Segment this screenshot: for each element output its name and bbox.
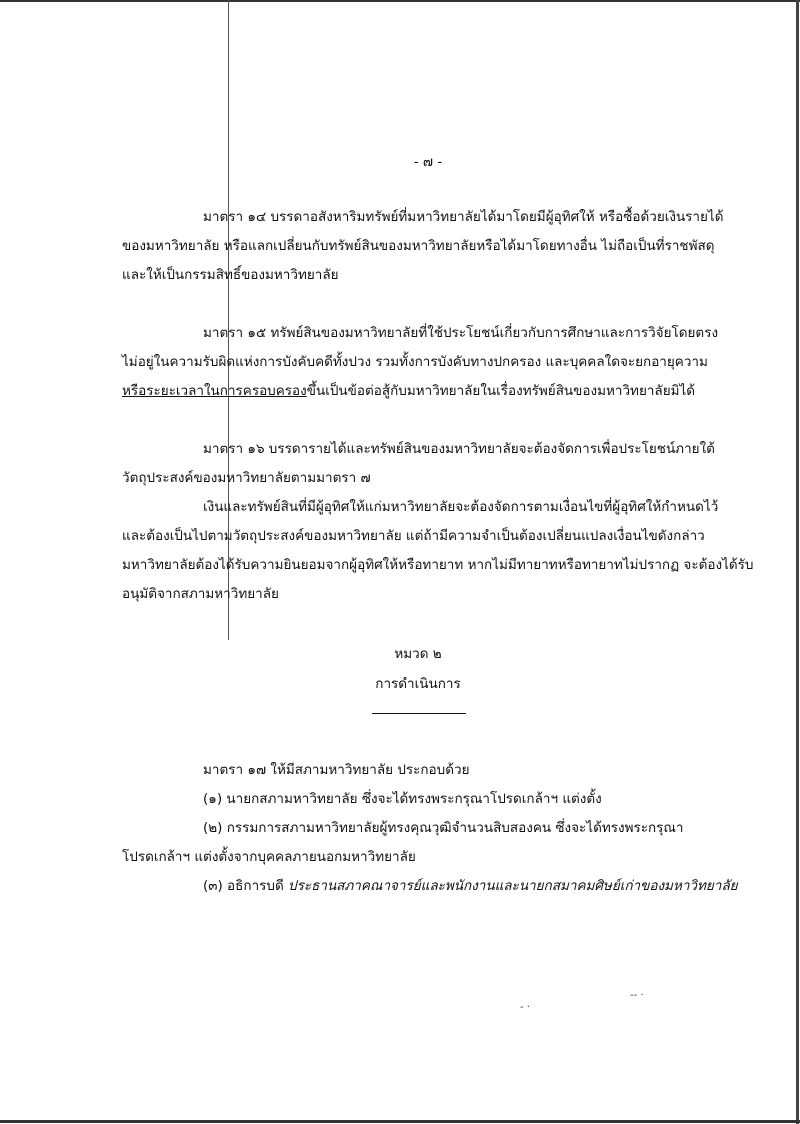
- section-16-para-2-line-2: และต้องเป็นไปตามวัตถุประสงค์ของมหาวิทยาลัย แต่ถ้ามีความจำเป็นต้องเปลี่ยนแปลงเงื่อนไขดังกล่าว: [122, 528, 705, 544]
- underlined-phrase: หรือระยะเวลาในการครอบครอง: [122, 383, 307, 399]
- section-14-line-2: ของมหาวิทยาลัย หรือแลกเปลี่ยนกับทรัพย์สินของมหาวิทยาลัยหรือได้มาโดยทางอื่น ไม่ถือเป็นที่ราชพัสดุ: [122, 238, 715, 254]
- section-17-item-3-italic: ประธานสภาคณาจารย์และพนักงานและนายกสมาคมศิษย์เก่าของมหาวิทยาลัย: [288, 878, 738, 894]
- chapter-title: การดำเนินการ: [375, 676, 461, 692]
- scan-speck: - ·: [520, 1002, 530, 1013]
- section-17-line-1: มาตรา ๑๗ ให้มีสภามหาวิทยาลัย ประกอบด้วย: [203, 762, 470, 778]
- section-15-line-3-rest: ขึ้นเป็นข้อต่อสู้กับมหาวิทยาลัยในเรื่องทรัพย์สินของมหาวิทยาลัยมิได้: [306, 383, 696, 399]
- section-16-line-2: วัตถุประสงค์ของมหาวิทยาลัยตามมาตรา ๗: [122, 470, 371, 486]
- section-17-item-3: [203, 876, 738, 896]
- section-16-para-2-line-1: เงินและทรัพย์สินที่มีผู้อุทิศให้แก่มหาวิทยาลัยจะต้องจัดการตามเงื่อนไขที่ผู้อุทิศให้กำหนดไว้: [203, 499, 719, 515]
- section-15-line-2: ไม่อยู่ในความรับผิดแห่งการบังคับคดีทั้งปวง รวมทั้งการบังคับทางปกครอง และบุคคลใดจะยกอายุความ: [122, 354, 708, 370]
- section-17-item-2: (๒) กรรมการสภามหาวิทยาลัยผู้ทรงคุณวุฒิจำนวนสิบสองคน ซึ่งจะได้ทรงพระกรุณา: [203, 820, 684, 836]
- section-16-line-1: มาตรา ๑๖ บรรดารายได้และทรัพย์สินของมหาวิทยาลัยจะต้องจัดการเพื่อประโยชน์ภายใต้: [203, 441, 715, 457]
- page-border-top: [0, 0, 800, 2]
- section-17-item-2-cont: โปรดเกล้าฯ แต่งตั้งจากบุคคลภายนอกมหาวิทยาลัย: [122, 849, 416, 865]
- page-number: - ๗ -: [413, 154, 443, 170]
- scan-speck: -- ·: [630, 990, 644, 1001]
- section-15-line-3: [122, 381, 695, 401]
- section-15-line-1: มาตรา ๑๕ ทรัพย์สินของมหาวิทยาลัยที่ใช้ประโยชน์เกี่ยวกับการศึกษาและการวิจัยโดยตรง: [203, 325, 719, 341]
- page-border-bottom: [0, 1120, 800, 1123]
- section-16-para-2-line-3: มหาวิทยาลัยต้องได้รับความยินยอมจากผู้อุทิศให้หรือทายาท หากไม่มีทายาทหรือทายาทไม่ปรากฏ จะต้องได้รับ: [122, 557, 754, 573]
- section-14-line-3: และให้เป็นกรรมสิทธิ์ของมหาวิทยาลัย: [122, 267, 339, 283]
- chapter-number: หมวด ๒: [394, 646, 442, 662]
- section-17-item-3-start: (๓) อธิการบดี: [203, 878, 289, 894]
- section-17-item-1: (๑) นายกสภามหาวิทยาลัย ซึ่งจะได้ทรงพระกรุณาโปรดเกล้าฯ แต่งตั้ง: [203, 791, 602, 807]
- section-14-line-1: มาตรา ๑๔ บรรดาอสังหาริมทรัพย์ที่มหาวิทยาลัยได้มาโดยมีผู้อุทิศให้ หรือซื้อด้วยเงินรายได้: [203, 209, 724, 225]
- chapter-divider-rule: [372, 713, 466, 714]
- section-16-para-2-line-4: อนุมัติจากสภามหาวิทยาลัย: [122, 586, 279, 602]
